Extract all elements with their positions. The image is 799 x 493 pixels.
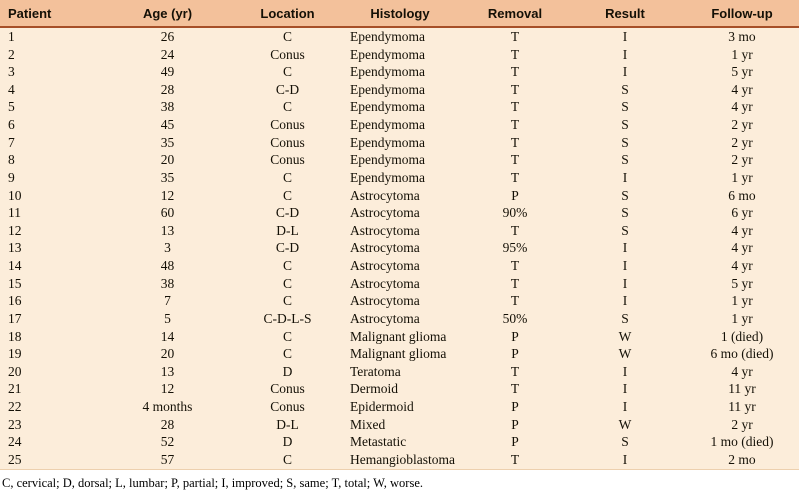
table-row: [0, 116, 799, 134]
column-header-result: Result: [565, 0, 685, 27]
table-cell: C: [240, 99, 335, 117]
table-cell: 13: [0, 240, 95, 258]
table-cell: 28: [95, 416, 240, 434]
table-cell: P: [465, 398, 565, 416]
table-cell: 4 yr: [685, 257, 799, 275]
table-row: [0, 416, 799, 434]
table-cell: 7: [95, 292, 240, 310]
table-row: [0, 204, 799, 222]
column-header-removal: Removal: [465, 0, 565, 27]
table-row: [0, 151, 799, 169]
table-cell: I: [565, 240, 685, 258]
table-cell: 4: [0, 81, 95, 99]
table-cell: I: [565, 46, 685, 64]
table-cell: Teratoma: [335, 363, 465, 381]
table-cell: 4 months: [95, 398, 240, 416]
table-cell: I: [565, 292, 685, 310]
table-cell: 52: [95, 433, 240, 451]
table-row: [0, 433, 799, 451]
column-header-histology: Histology: [335, 0, 465, 27]
table-cell: Ependymoma: [335, 169, 465, 187]
table-cell: S: [565, 116, 685, 134]
table-cell: C: [240, 328, 335, 346]
table-cell: Conus: [240, 116, 335, 134]
table-cell: W: [565, 328, 685, 346]
table-row: [0, 222, 799, 240]
table-cell: T: [465, 63, 565, 81]
table-cell: 2 yr: [685, 151, 799, 169]
table-row: [0, 27, 799, 46]
table-cell: I: [565, 363, 685, 381]
table-row: [0, 363, 799, 381]
table-cell: 7: [0, 134, 95, 152]
table-footnote: C, cervical; D, dorsal; L, lumbar; P, partial; I, improved; S, same; T, total; W, worse.: [2, 476, 423, 490]
table-row: [0, 187, 799, 205]
table-cell: T: [465, 27, 565, 46]
table-cell: 20: [0, 363, 95, 381]
table-cell: 35: [95, 134, 240, 152]
table-row: [0, 275, 799, 293]
table-cell: Astrocytoma: [335, 310, 465, 328]
table-cell: 13: [95, 363, 240, 381]
table-row: [0, 292, 799, 310]
table-cell: P: [465, 328, 565, 346]
table-cell: Hemangioblastoma: [335, 451, 465, 469]
table-cell: 5 yr: [685, 63, 799, 81]
table-cell: 21: [0, 381, 95, 399]
table-cell: 28: [95, 81, 240, 99]
table-row: [0, 169, 799, 187]
table-row: [0, 345, 799, 363]
header-row: [0, 0, 799, 27]
table-cell: 6: [0, 116, 95, 134]
table-cell: Conus: [240, 46, 335, 64]
table-cell: C: [240, 187, 335, 205]
table-cell: 38: [95, 99, 240, 117]
table-cell: 13: [95, 222, 240, 240]
table-cell: D: [240, 363, 335, 381]
table-cell: W: [565, 345, 685, 363]
table-cell: T: [465, 257, 565, 275]
table-cell: C: [240, 275, 335, 293]
table-cell: D: [240, 433, 335, 451]
table-cell: S: [565, 222, 685, 240]
table-cell: 1 yr: [685, 46, 799, 64]
table-cell: Malignant glioma: [335, 345, 465, 363]
table-cell: T: [465, 134, 565, 152]
table-cell: T: [465, 99, 565, 117]
column-header-location: Location: [240, 0, 335, 27]
table-cell: 3 mo: [685, 27, 799, 46]
table-cell: C: [240, 257, 335, 275]
table-row: [0, 451, 799, 469]
table-cell: I: [565, 381, 685, 399]
table-cell: Conus: [240, 134, 335, 152]
table-row: [0, 99, 799, 117]
table-cell: T: [465, 451, 565, 469]
table-cell: 14: [0, 257, 95, 275]
table-cell: Metastatic: [335, 433, 465, 451]
table-cell: I: [565, 27, 685, 46]
table-cell: Mixed: [335, 416, 465, 434]
table-cell: 4 yr: [685, 363, 799, 381]
table-cell: T: [465, 169, 565, 187]
column-header-follow-up: Follow-up: [685, 0, 799, 27]
table-cell: D-L: [240, 416, 335, 434]
table-cell: 5: [95, 310, 240, 328]
table-cell: 12: [0, 222, 95, 240]
table-cell: 4 yr: [685, 81, 799, 99]
table-cell: 2 mo: [685, 451, 799, 469]
table-cell: S: [565, 99, 685, 117]
table-cell: 2 yr: [685, 116, 799, 134]
table-cell: S: [565, 433, 685, 451]
table-cell: 19: [0, 345, 95, 363]
table-cell: 49: [95, 63, 240, 81]
table-cell: C-D-L-S: [240, 310, 335, 328]
table-cell: T: [465, 222, 565, 240]
table-cell: 26: [95, 27, 240, 46]
table-cell: C: [240, 63, 335, 81]
table-cell: 14: [95, 328, 240, 346]
table-cell: 24: [95, 46, 240, 64]
table-cell: 25: [0, 451, 95, 469]
table-cell: C-D: [240, 204, 335, 222]
table-row: [0, 381, 799, 399]
table-cell: Ependymoma: [335, 99, 465, 117]
table-cell: C: [240, 451, 335, 469]
table-cell: 57: [95, 451, 240, 469]
table-cell: 2: [0, 46, 95, 64]
table-cell: 9: [0, 169, 95, 187]
table-row: [0, 398, 799, 416]
table-cell: I: [565, 63, 685, 81]
table-cell: Ependymoma: [335, 116, 465, 134]
table-cell: T: [465, 46, 565, 64]
table-cell: 6 mo (died): [685, 345, 799, 363]
table-cell: C-D: [240, 240, 335, 258]
table-cell: 15: [0, 275, 95, 293]
table-cell: 48: [95, 257, 240, 275]
table-cell: 50%: [465, 310, 565, 328]
table-cell: 16: [0, 292, 95, 310]
table-cell: Malignant glioma: [335, 328, 465, 346]
table-cell: 8: [0, 151, 95, 169]
table-cell: 6 mo: [685, 187, 799, 205]
column-header-patient: Patient: [0, 0, 95, 27]
table-cell: Ependymoma: [335, 151, 465, 169]
table-cell: 3: [0, 63, 95, 81]
table-cell: 20: [95, 151, 240, 169]
table-header: [0, 0, 799, 27]
table-cell: Ependymoma: [335, 27, 465, 46]
table-cell: 1: [0, 27, 95, 46]
table-row: [0, 134, 799, 152]
table-cell: 23: [0, 416, 95, 434]
table-cell: 5: [0, 99, 95, 117]
table-cell: S: [565, 134, 685, 152]
table-cell: 35: [95, 169, 240, 187]
table-cell: P: [465, 187, 565, 205]
table-cell: I: [565, 275, 685, 293]
table-cell: 90%: [465, 204, 565, 222]
table-cell: 18: [0, 328, 95, 346]
table-cell: C: [240, 27, 335, 46]
table-cell: 12: [95, 381, 240, 399]
table-cell: S: [565, 310, 685, 328]
table-cell: P: [465, 416, 565, 434]
table-cell: 12: [95, 187, 240, 205]
table-cell: W: [565, 416, 685, 434]
table-cell: 6 yr: [685, 204, 799, 222]
table-cell: 11: [0, 204, 95, 222]
table-cell: 11 yr: [685, 398, 799, 416]
table-row: [0, 240, 799, 258]
table-cell: T: [465, 381, 565, 399]
table-row: [0, 257, 799, 275]
table-cell: Astrocytoma: [335, 257, 465, 275]
table-cell: S: [565, 81, 685, 99]
table-row: [0, 310, 799, 328]
table-cell: 1 yr: [685, 169, 799, 187]
table-cell: Ependymoma: [335, 46, 465, 64]
table-cell: S: [565, 151, 685, 169]
table-cell: 4 yr: [685, 240, 799, 258]
table-cell: T: [465, 275, 565, 293]
table-cell: Dermoid: [335, 381, 465, 399]
table-cell: P: [465, 345, 565, 363]
table-cell: Ependymoma: [335, 134, 465, 152]
table-cell: 95%: [465, 240, 565, 258]
table-row: [0, 81, 799, 99]
table-cell: Ependymoma: [335, 63, 465, 81]
table-cell: T: [465, 292, 565, 310]
table-cell: D-L: [240, 222, 335, 240]
table-cell: 17: [0, 310, 95, 328]
table-cell: 24: [0, 433, 95, 451]
table-cell: 60: [95, 204, 240, 222]
table-cell: 38: [95, 275, 240, 293]
table-cell: T: [465, 81, 565, 99]
table-cell: T: [465, 363, 565, 381]
table-cell: Astrocytoma: [335, 292, 465, 310]
table-row: [0, 63, 799, 81]
table-cell: P: [465, 433, 565, 451]
table-body: [0, 27, 799, 470]
table-cell: C-D: [240, 81, 335, 99]
table-cell: T: [465, 151, 565, 169]
table-cell: 20: [95, 345, 240, 363]
table-cell: I: [565, 169, 685, 187]
table-cell: 1 (died): [685, 328, 799, 346]
table-cell: 4 yr: [685, 222, 799, 240]
table-cell: C: [240, 169, 335, 187]
table-cell: S: [565, 204, 685, 222]
table-cell: Astrocytoma: [335, 240, 465, 258]
table-cell: 1 mo (died): [685, 433, 799, 451]
table-cell: I: [565, 451, 685, 469]
table-cell: 5 yr: [685, 275, 799, 293]
table-cell: S: [565, 187, 685, 205]
table-cell: Conus: [240, 398, 335, 416]
table-row: [0, 46, 799, 64]
table-cell: I: [565, 398, 685, 416]
table-cell: 3: [95, 240, 240, 258]
table-cell: Conus: [240, 151, 335, 169]
column-header-age-yr: Age (yr): [95, 0, 240, 27]
table-cell: 2 yr: [685, 416, 799, 434]
table-cell: Astrocytoma: [335, 275, 465, 293]
table-cell: Astrocytoma: [335, 204, 465, 222]
table-cell: I: [565, 257, 685, 275]
table-cell: Epidermoid: [335, 398, 465, 416]
table-cell: Conus: [240, 381, 335, 399]
table-cell: Astrocytoma: [335, 187, 465, 205]
table-cell: 1 yr: [685, 292, 799, 310]
table-cell: 11 yr: [685, 381, 799, 399]
table-cell: 2 yr: [685, 134, 799, 152]
table-cell: 10: [0, 187, 95, 205]
table-row: [0, 328, 799, 346]
table-cell: 1 yr: [685, 310, 799, 328]
table-cell: 22: [0, 398, 95, 416]
table-cell: T: [465, 116, 565, 134]
table-cell: Astrocytoma: [335, 222, 465, 240]
table-cell: 4 yr: [685, 99, 799, 117]
table-cell: C: [240, 292, 335, 310]
table-cell: Ependymoma: [335, 81, 465, 99]
table-cell: 45: [95, 116, 240, 134]
table-cell: C: [240, 345, 335, 363]
